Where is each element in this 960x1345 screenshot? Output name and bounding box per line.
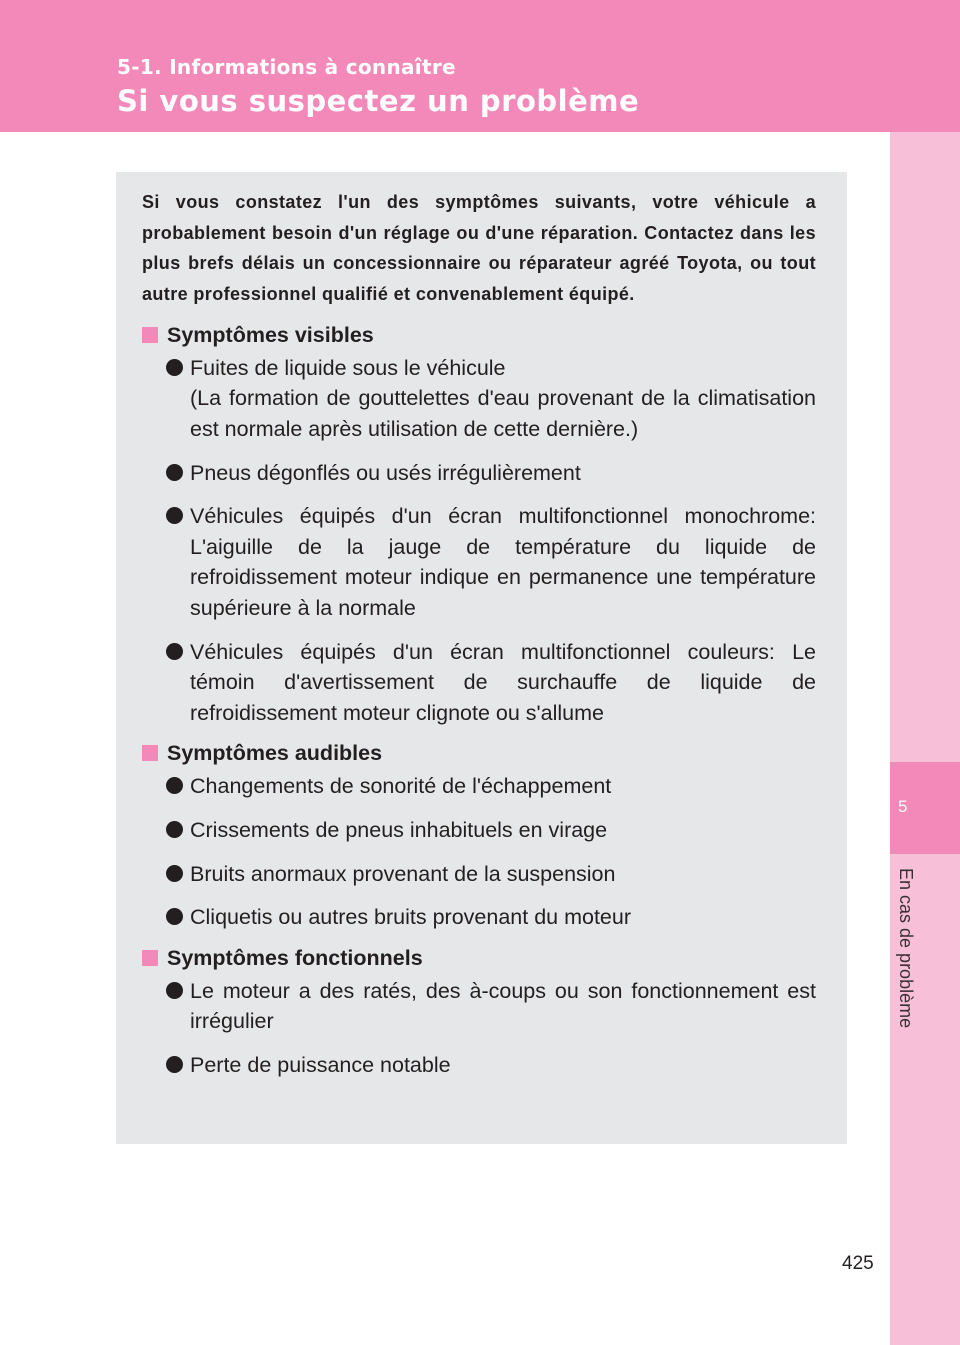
list-item-text: Le moteur a des ratés, des à-coups ou son fonctionnement est irrégulier <box>190 978 816 1034</box>
square-bullet-icon <box>142 950 158 966</box>
section-heading <box>142 945 816 971</box>
list-item <box>142 1050 816 1081</box>
bullet-icon <box>166 821 183 838</box>
list-item-text: Fuites de liquide sous le véhicule <box>190 355 506 380</box>
section-heading <box>142 740 816 766</box>
section-label: 5-1. Informations à connaître <box>117 55 456 79</box>
list-item <box>142 859 816 890</box>
list-item-text: Cliquetis ou autres bruits provenant du moteur <box>190 905 631 930</box>
list-item <box>142 353 816 445</box>
list-item <box>142 976 816 1037</box>
square-bullet-icon <box>142 745 158 761</box>
section-heading-text: Symptômes audibles <box>167 741 383 766</box>
list-item <box>142 902 816 933</box>
list-item <box>142 771 816 802</box>
list-item-text: Véhicules équipés d'un écran multifonctionnel couleurs: Le témoin d'avertissement de surchauffe de liquide de refroidissement moteur clignote ou s'allume <box>190 639 816 725</box>
list-item-text: Véhicules équipés d'un écran multifonctionnel monochrome: L'aiguille de la jauge de température du liquide de refroidissement moteur indique en permanence une température supérieure à la normale <box>190 504 816 620</box>
list-item <box>142 637 816 729</box>
page-header <box>0 0 960 132</box>
chapter-name: En cas de problème <box>896 868 916 1029</box>
chapter-number: 5 <box>898 797 908 816</box>
list-item-text: Changements de sonorité de l'échappement <box>190 774 612 799</box>
list-item-note: (La formation de gouttelettes d'eau provenant de la climatisation est normale après utilisation de cette dernière.) <box>190 386 816 441</box>
bullet-icon <box>166 507 183 524</box>
bullet-icon <box>166 777 183 794</box>
symptoms-box <box>116 172 847 1144</box>
bullet-icon <box>166 865 183 882</box>
list-item-text: Bruits anormaux provenant de la suspension <box>190 861 616 886</box>
list-item <box>142 815 816 846</box>
intro-paragraph: Si vous constatez l'un des symptômes suivants, votre véhicule a probablement besoin d'un réglage ou d'une réparation. Contactez dans les plus brefs délais un concessionnaire ou réparateur agréé Toyota, ou tout autre professionnel qualifié et convenablement équipé. <box>142 192 816 305</box>
bullet-icon <box>166 1056 183 1073</box>
section-heading <box>142 322 816 348</box>
section-visible-symptoms <box>142 322 816 729</box>
list-item-text: Crissements de pneus inhabituels en virage <box>190 817 608 842</box>
bullet-icon <box>166 908 183 925</box>
bullet-icon <box>166 464 183 481</box>
bullet-icon <box>166 643 183 660</box>
section-heading-text: Symptômes fonctionnels <box>167 945 423 970</box>
section-heading-text: Symptômes visibles <box>167 322 374 347</box>
square-bullet-icon <box>142 327 158 343</box>
side-strip <box>890 132 960 1345</box>
page-number: 425 <box>842 1253 874 1274</box>
bullet-icon <box>166 982 183 999</box>
list-item-text: Perte de puissance notable <box>190 1052 451 1077</box>
bullet-icon <box>166 359 183 376</box>
section-functional-symptoms <box>142 945 816 1081</box>
list-item <box>142 458 816 489</box>
section-audible-symptoms <box>142 740 816 932</box>
list-item-text: Pneus dégonflés ou usés irrégulièrement <box>190 460 581 485</box>
page-title: Si vous suspectez un problème <box>117 84 640 118</box>
list-item <box>142 501 816 623</box>
